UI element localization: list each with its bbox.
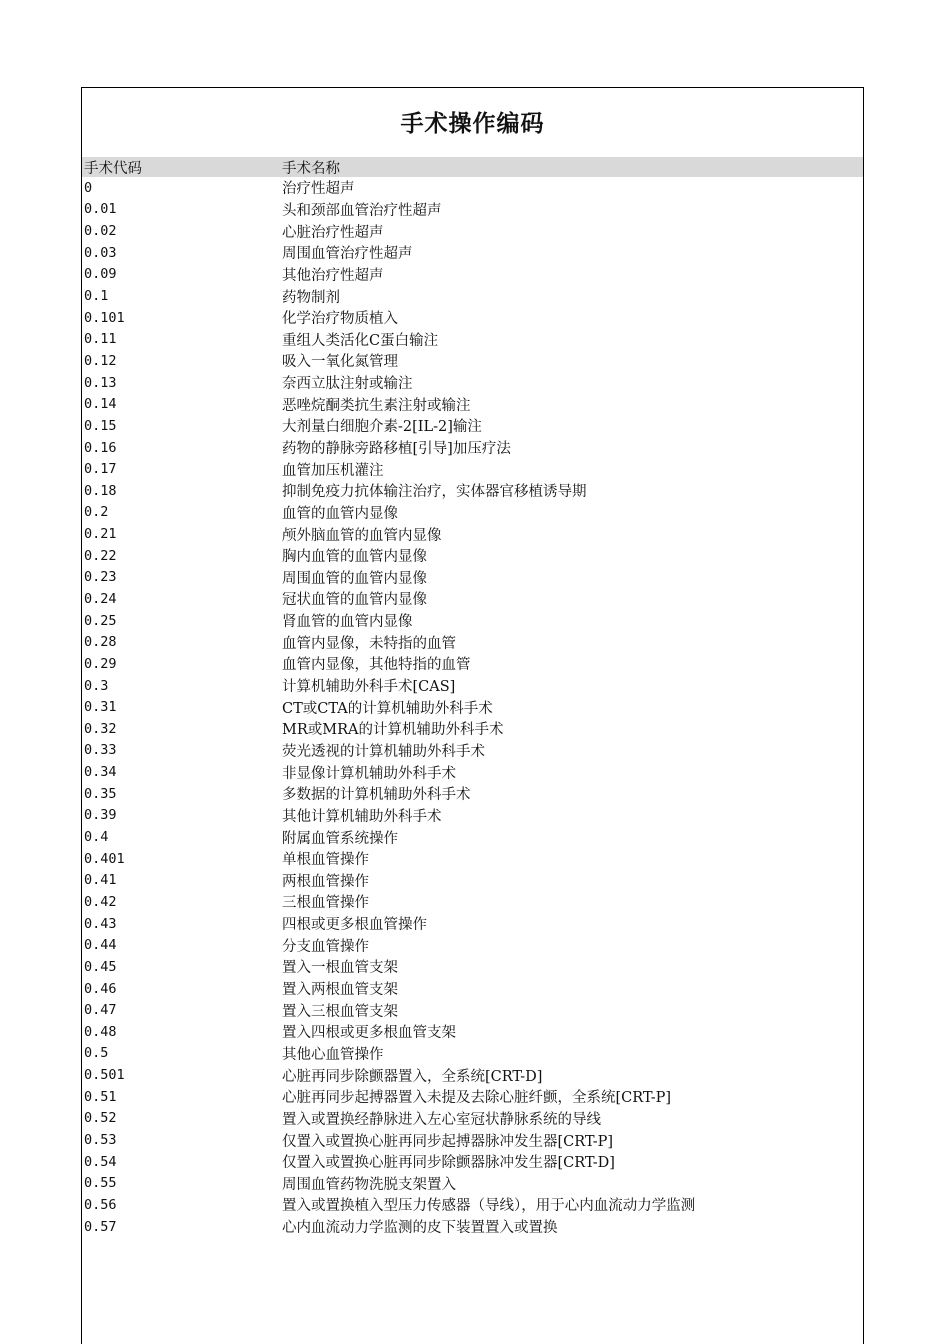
table-row <box>82 1021 863 1043</box>
procedure-code-cell: 0.43 <box>84 915 117 932</box>
table-row <box>82 934 863 956</box>
procedure-code-cell: 0.51 <box>84 1088 117 1105</box>
procedure-code-cell: 0.03 <box>84 244 117 261</box>
table-row <box>82 264 863 286</box>
procedure-name-cell: 抑制免疫力抗体输注治疗，实体器官移植诱导期 <box>282 484 587 501</box>
procedure-code-cell: 0.18 <box>84 482 117 499</box>
procedure-name-cell: 吸入一氧化氮管理 <box>282 354 398 371</box>
table-row <box>82 870 863 892</box>
procedure-code-cell: 0.54 <box>84 1153 117 1170</box>
procedure-name-cell: 心脏再同步除颤器置入，全系统[CRT-D] <box>282 1068 543 1085</box>
table-row <box>82 848 863 870</box>
procedure-code-cell: 0.55 <box>84 1175 117 1192</box>
table-row <box>82 783 863 805</box>
procedure-code-cell: 0.48 <box>84 1023 117 1040</box>
table-row <box>82 415 863 437</box>
procedure-code-cell: 0.53 <box>84 1132 117 1148</box>
procedure-name-cell: 药物的静脉旁路移植[引导]加压疗法 <box>282 441 511 457</box>
procedure-code-cell: 0.01 <box>84 201 117 218</box>
procedure-code-cell: 0.44 <box>84 937 117 954</box>
procedure-name-cell: CT或CTA的计算机辅助外科手术 <box>282 700 493 717</box>
procedure-code-cell: 0.34 <box>84 764 117 781</box>
table-row <box>82 307 863 329</box>
procedure-code-cell: 0.1 <box>84 288 109 305</box>
procedure-code-cell: 0.23 <box>84 569 117 586</box>
table-row <box>82 1129 863 1151</box>
procedure-name-cell: 计算机辅助外科手术[CAS] <box>282 679 456 696</box>
procedure-name-cell: 心内血流动力学监测的皮下装置置入或置换 <box>282 1220 558 1237</box>
procedure-name-cell: 心脏治疗性超声 <box>282 224 384 241</box>
procedure-name-cell: 血管内显像，未特指的血管 <box>282 635 456 652</box>
procedure-code-cell: 0.22 <box>84 547 117 564</box>
procedure-name-cell: 置入一根血管支架 <box>282 960 398 977</box>
procedure-name-cell: 奈西立肽注射或输注 <box>282 376 413 393</box>
table-row <box>82 567 863 589</box>
table-row <box>82 1064 863 1086</box>
table-row <box>82 393 863 415</box>
table-row <box>82 1086 863 1108</box>
procedure-code-cell: 0.57 <box>84 1218 117 1235</box>
table-row <box>82 177 863 199</box>
procedure-name-cell: 置入或置换植入型压力传感器（导线），用于心内血流动力学监测 <box>282 1198 696 1215</box>
table-row <box>82 761 863 783</box>
spreadsheet-page <box>81 87 864 1344</box>
procedure-name-cell: 药物制剂 <box>282 289 340 306</box>
procedure-name-cell: 其他治疗性超声 <box>282 267 384 284</box>
procedure-code-cell: 0.17 <box>84 461 117 478</box>
procedure-name-cell: 冠状血管的血管内显像 <box>282 592 427 609</box>
procedure-name-cell: 其他心血管操作 <box>282 1046 384 1063</box>
table-row <box>82 480 863 502</box>
procedure-name-cell: 治疗性超声 <box>282 181 355 198</box>
column-header-code: 手术代码 <box>84 160 142 177</box>
procedure-name-cell: 仅置入或置换心脏再同步起搏器脉冲发生器[CRT-P] <box>282 1133 614 1150</box>
table-row <box>82 545 863 567</box>
procedure-code-cell: 0.25 <box>84 612 117 629</box>
procedure-code-cell: 0.35 <box>84 785 117 802</box>
procedure-name-cell: 肾血管的血管内显像 <box>282 614 413 631</box>
procedure-code-cell: 0.56 <box>84 1196 117 1213</box>
page-title: 手术操作编码 <box>400 111 545 137</box>
procedure-name-cell: 血管内显像，其他特指的血管 <box>282 657 471 674</box>
table-row <box>82 350 863 372</box>
table-row <box>82 372 863 394</box>
table-row <box>82 740 863 762</box>
table-row <box>82 891 863 913</box>
table-row <box>82 285 863 307</box>
procedure-code-cell: 0.4 <box>84 829 109 846</box>
table-row <box>82 805 863 827</box>
table-row <box>82 826 863 848</box>
table-row <box>82 1108 863 1130</box>
procedure-name-cell: 三根血管操作 <box>282 895 369 912</box>
procedure-name-cell: 置入两根血管支架 <box>282 982 398 999</box>
procedure-name-cell: 四根或更多根血管操作 <box>282 917 427 934</box>
table-row <box>82 1216 863 1238</box>
procedure-name-cell: 血管的血管内显像 <box>282 505 398 522</box>
table-body <box>82 177 863 1237</box>
procedure-name-cell: 血管加压机灌注 <box>282 462 384 479</box>
procedure-name-cell: 大剂量白细胞介素-2[IL-2]输注 <box>282 419 482 436</box>
procedure-name-cell: 胸内血管的血管内显像 <box>282 549 427 566</box>
procedure-code-cell: 0.15 <box>84 417 117 434</box>
table-row <box>82 956 863 978</box>
procedure-code-cell: 0.52 <box>84 1110 117 1127</box>
table-row <box>82 1151 863 1173</box>
procedure-code-cell: 0.3 <box>84 677 109 694</box>
procedure-code-cell: 0.42 <box>84 893 117 910</box>
procedure-code-cell: 0.29 <box>84 655 117 672</box>
table-row <box>82 242 863 264</box>
procedure-code-cell: 0 <box>84 179 93 196</box>
procedure-code-cell: 0.47 <box>84 1002 117 1019</box>
procedure-name-cell: 两根血管操作 <box>282 873 369 890</box>
table-row <box>82 653 863 675</box>
procedure-code-cell: 0.14 <box>84 396 117 413</box>
procedure-name-cell: 分支血管操作 <box>282 938 369 955</box>
table-row <box>82 523 863 545</box>
table-row <box>82 631 863 653</box>
procedure-name-cell: 颅外脑血管的血管内显像 <box>282 527 442 544</box>
table-row <box>82 458 863 480</box>
procedure-code-cell: 0.31 <box>84 699 117 716</box>
procedure-name-cell: 化学治疗物质植入 <box>282 311 398 328</box>
table-row <box>82 696 863 718</box>
table-row <box>82 718 863 740</box>
procedure-name-cell: 荧光透视的计算机辅助外科手术 <box>282 743 485 760</box>
procedure-code-cell: 0.11 <box>84 331 117 348</box>
table-row <box>82 588 863 610</box>
table-header <box>82 157 863 177</box>
table-row <box>82 502 863 524</box>
procedure-name-cell: 仅置入或置换心脏再同步除颤器脉冲发生器[CRT-D] <box>282 1155 615 1172</box>
table-row <box>82 610 863 632</box>
procedure-code-cell: 0.02 <box>84 223 117 240</box>
table-row <box>82 220 863 242</box>
procedure-name-cell: 置入或置换经静脉进入左心室冠状静脉系统的导线 <box>282 1111 601 1128</box>
procedure-name-cell: 置入四根或更多根血管支架 <box>282 1025 456 1042</box>
procedure-code-cell: 0.24 <box>84 590 117 607</box>
procedure-name-cell: 置入三根血管支架 <box>282 1003 398 1020</box>
procedure-name-cell: 重组人类活化C蛋白输注 <box>282 332 439 349</box>
procedure-name-cell: 多数据的计算机辅助外科手术 <box>282 787 471 804</box>
procedure-code-cell: 0.5 <box>84 1045 109 1062</box>
table-row <box>82 199 863 221</box>
procedure-name-cell: 头和颈部血管治疗性超声 <box>282 202 442 219</box>
procedure-code-cell: 0.12 <box>84 352 117 369</box>
table-row <box>82 1172 863 1194</box>
procedure-name-cell: 单根血管操作 <box>282 852 369 869</box>
procedure-code-cell: 0.501 <box>84 1067 125 1084</box>
procedure-code-cell: 0.45 <box>84 958 117 975</box>
table-row <box>82 978 863 1000</box>
procedure-name-cell: 恶唑烷酮类抗生素注射或输注 <box>282 397 471 414</box>
procedure-code-cell: 0.401 <box>84 850 125 867</box>
procedure-code-cell: 0.46 <box>84 980 117 997</box>
procedure-code-cell: 0.09 <box>84 266 117 283</box>
procedure-code-cell: 0.101 <box>84 309 125 326</box>
procedure-name-cell: 非显像计算机辅助外科手术 <box>282 765 456 782</box>
procedure-name-cell: 周围血管的血管内显像 <box>282 570 427 587</box>
table-row <box>82 328 863 350</box>
table-row <box>82 913 863 935</box>
procedure-code-cell: 0.41 <box>84 872 117 889</box>
procedure-name-cell: 附属血管系统操作 <box>282 830 398 847</box>
procedure-name-cell: 周围血管药物洗脱支架置入 <box>282 1176 456 1193</box>
procedure-code-cell: 0.32 <box>84 720 117 737</box>
procedure-code-cell: 0.2 <box>84 504 109 521</box>
procedure-code-cell: 0.28 <box>84 634 117 651</box>
procedure-name-cell: 周围血管治疗性超声 <box>282 246 413 263</box>
table-row <box>82 1043 863 1065</box>
table-row <box>82 675 863 697</box>
procedure-code-cell: 0.33 <box>84 742 117 759</box>
procedure-name-cell: 心脏再同步起搏器置入未提及去除心脏纤颤，全系统[CRT-P] <box>282 1090 672 1107</box>
table-row <box>82 999 863 1021</box>
table-row <box>82 437 863 459</box>
column-header-name: 手术名称 <box>282 160 340 177</box>
procedure-name-cell: 其他计算机辅助外科手术 <box>282 808 442 825</box>
procedure-name-cell: MR或MRA的计算机辅助外科手术 <box>282 722 504 739</box>
table-row <box>82 1194 863 1216</box>
procedure-code-cell: 0.13 <box>84 374 117 391</box>
procedure-code-cell: 0.16 <box>84 439 117 456</box>
procedure-code-cell: 0.39 <box>84 807 117 824</box>
procedure-code-cell: 0.21 <box>84 526 117 543</box>
